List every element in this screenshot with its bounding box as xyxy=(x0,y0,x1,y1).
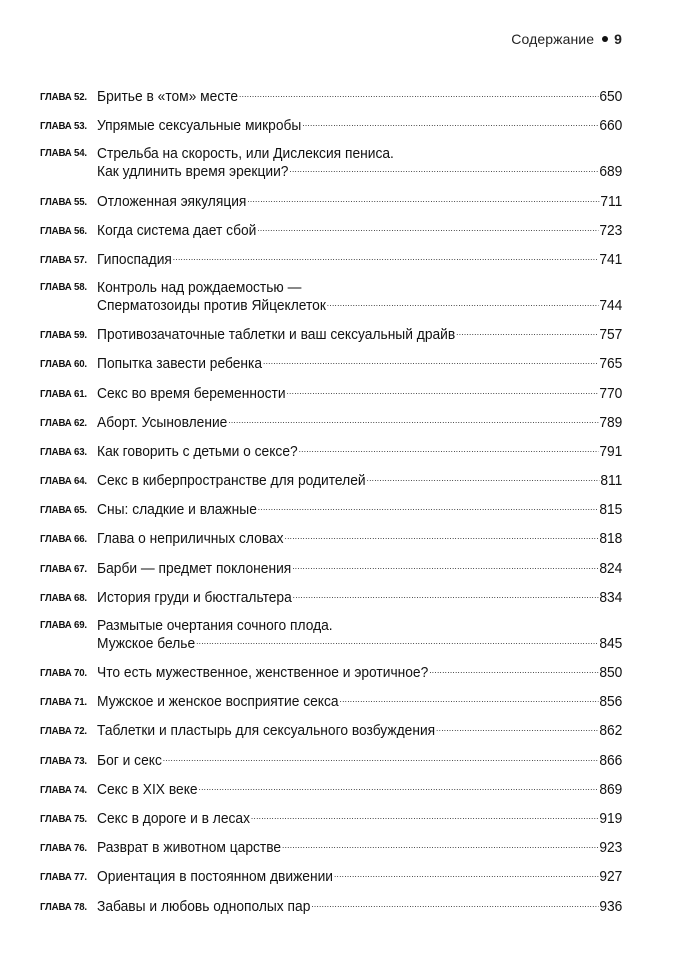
chapter-title: Когда система дает сбой xyxy=(97,221,257,239)
chapter-page-number: 741 xyxy=(599,250,623,268)
chapter-label: ГЛАВА 65. xyxy=(40,504,87,517)
chapter-title-last-line xyxy=(97,472,622,490)
dot-leader xyxy=(257,222,598,240)
chapter-title: Что есть мужественное, женственное и эротичное? xyxy=(97,664,429,681)
chapter-title-last-line xyxy=(97,589,622,607)
chapter-title: Сны: сладкие и влажные xyxy=(97,501,257,519)
dot-leader xyxy=(258,501,599,519)
chapter-page-number: 791 xyxy=(599,442,623,460)
toc-entry[interactable] xyxy=(40,548,622,577)
chapter-page-number: 765 xyxy=(599,355,623,373)
dot-leader xyxy=(334,868,598,886)
chapter-title-last-line xyxy=(97,868,622,886)
chapter-title: История груди и бюстгальтера xyxy=(97,588,292,606)
chapter-label: ГЛАВА 64. xyxy=(40,475,87,488)
chapter-title-last-line xyxy=(97,193,622,211)
chapter-title: Гипоспадия xyxy=(97,250,172,268)
chapter-title-block xyxy=(97,752,622,770)
chapter-title-last-line xyxy=(97,781,622,799)
table-of-contents xyxy=(40,77,622,916)
dot-leader xyxy=(366,472,599,490)
chapter-page-number: 919 xyxy=(599,809,623,827)
chapter-title-block xyxy=(97,472,622,490)
chapter-label: ГЛАВА 71. xyxy=(40,696,87,709)
dot-leader xyxy=(429,664,598,682)
chapter-title-last-line xyxy=(97,810,622,828)
chapter-title-last-line xyxy=(97,693,622,711)
chapter-title: Отложенная эякуляция xyxy=(97,192,247,210)
chapter-page-number: 818 xyxy=(599,530,623,548)
chapter-label: ГЛАВА 60. xyxy=(40,358,87,371)
chapter-title: Мужское белье xyxy=(97,634,196,652)
chapter-title-block xyxy=(97,868,622,886)
toc-entry[interactable] xyxy=(40,490,622,519)
chapter-title-block xyxy=(97,117,622,135)
chapter-page-number: 856 xyxy=(599,693,623,711)
chapter-title: Таблетки и пластырь для сексуального возбуждения xyxy=(97,722,436,740)
page-number: 9 xyxy=(614,31,622,47)
chapter-title-block xyxy=(97,781,622,799)
chapter-title: Секс в XIX веке xyxy=(97,780,198,798)
dot-leader xyxy=(299,443,599,461)
chapter-title: Сперматозоиды против Яйцеклеток xyxy=(97,296,326,314)
chapter-page-number: 923 xyxy=(599,839,623,857)
dot-leader xyxy=(251,810,598,828)
toc-entry[interactable] xyxy=(40,857,622,886)
chapter-label: ГЛАВА 73. xyxy=(40,754,87,767)
chapter-label: ГЛАВА 77. xyxy=(40,871,87,884)
dot-leader xyxy=(436,722,598,740)
dot-leader xyxy=(173,251,599,269)
running-head-section: Содержание xyxy=(511,31,595,47)
chapter-title-last-line xyxy=(97,443,622,461)
chapter-title-block xyxy=(97,839,622,857)
dot-leader xyxy=(263,355,598,373)
chapter-page-number: 927 xyxy=(599,868,623,886)
chapter-title-last-line xyxy=(97,722,622,740)
chapter-label: ГЛАВА 52. xyxy=(40,91,87,104)
chapter-title-block xyxy=(97,443,622,461)
dot-leader xyxy=(311,898,598,916)
chapter-label: ГЛАВА 70. xyxy=(40,667,87,679)
chapter-label: ГЛАВА 57. xyxy=(40,253,87,266)
chapter-page-number: 757 xyxy=(599,326,623,344)
toc-entry[interactable] xyxy=(40,740,622,769)
toc-entry[interactable] xyxy=(40,711,622,740)
chapter-page-number: 862 xyxy=(599,722,623,740)
chapter-title: Бритье в «том» месте xyxy=(97,88,239,106)
chapter-title-last-line xyxy=(97,560,622,578)
chapter-page-number: 650 xyxy=(599,88,623,106)
dot-leader xyxy=(282,839,598,857)
chapter-title-block xyxy=(97,530,622,548)
chapter-title: Противозачаточные таблетки и ваш сексуальный драйв xyxy=(97,326,456,344)
chapter-title-block xyxy=(97,355,622,373)
chapter-label: ГЛАВА 54. xyxy=(40,147,87,160)
dot-leader xyxy=(456,326,598,344)
chapter-title-last-line xyxy=(97,222,622,240)
dot-leader xyxy=(327,297,599,315)
chapter-title-block xyxy=(97,898,622,916)
toc-entry[interactable] xyxy=(40,269,622,315)
toc-entry[interactable] xyxy=(40,682,622,711)
chapter-title-block xyxy=(97,251,622,269)
running-head xyxy=(511,31,622,47)
chapter-page-number: 770 xyxy=(599,384,623,402)
chapter-page-number: 866 xyxy=(599,751,623,769)
bullet-icon xyxy=(602,36,608,42)
chapter-title-block xyxy=(97,279,622,315)
chapter-label: ГЛАВА 74. xyxy=(40,783,87,796)
chapter-title-block xyxy=(97,810,622,828)
dot-leader xyxy=(292,560,598,578)
chapter-title: Как говорить с детьми о сексе? xyxy=(97,442,298,460)
toc-entry[interactable] xyxy=(40,135,622,181)
dot-leader xyxy=(289,163,598,181)
chapter-title: Секс во время беременности xyxy=(97,384,286,402)
chapter-title-block xyxy=(97,722,622,740)
dot-leader xyxy=(247,193,599,211)
chapter-title-last-line xyxy=(97,88,622,106)
chapter-title-block xyxy=(97,326,622,344)
chapter-label: ГЛАВА 56. xyxy=(40,224,87,237)
toc-entry[interactable] xyxy=(40,240,622,269)
chapter-label: ГЛАВА 67. xyxy=(40,562,87,575)
chapter-title-block xyxy=(97,501,622,519)
chapter-title-last-line xyxy=(97,664,622,682)
toc-entry[interactable] xyxy=(40,373,622,402)
toc-entry[interactable] xyxy=(40,578,622,607)
chapter-title-last-line xyxy=(97,163,622,181)
chapter-title: Барби — предмет поклонения xyxy=(97,559,292,577)
toc-entry[interactable] xyxy=(40,799,622,828)
toc-entry[interactable] xyxy=(40,886,622,915)
chapter-title-block xyxy=(97,664,622,682)
chapter-page-number: 660 xyxy=(599,117,623,135)
chapter-label: ГЛАВА 62. xyxy=(40,416,87,429)
toc-entry[interactable] xyxy=(40,828,622,857)
chapter-title-last-line xyxy=(97,839,622,857)
chapter-page-number: 723 xyxy=(599,221,623,239)
toc-entry[interactable] xyxy=(40,653,622,682)
dot-leader xyxy=(239,88,598,106)
toc-entry[interactable] xyxy=(40,181,622,210)
toc-entry[interactable] xyxy=(40,106,622,135)
dot-leader xyxy=(163,752,599,770)
chapter-page-number: 689 xyxy=(599,163,623,181)
chapter-label: ГЛАВА 53. xyxy=(40,120,87,133)
chapter-title-last-line xyxy=(97,117,622,135)
dot-leader xyxy=(286,385,598,403)
toc-entry[interactable] xyxy=(40,315,622,344)
chapter-title-block xyxy=(97,88,622,106)
chapter-label: ГЛАВА 58. xyxy=(40,280,87,293)
toc-entry[interactable] xyxy=(40,403,622,432)
chapter-title-block xyxy=(97,414,622,432)
chapter-title: Секс в дороге и в лесах xyxy=(97,809,251,827)
chapter-label: ГЛАВА 63. xyxy=(40,445,87,458)
chapter-label: ГЛАВА 72. xyxy=(40,725,87,738)
toc-entry[interactable] xyxy=(40,461,622,490)
chapter-page-number: 824 xyxy=(599,559,623,577)
chapter-page-number: 834 xyxy=(599,588,623,606)
dot-leader xyxy=(284,530,598,548)
chapter-title-block xyxy=(97,617,622,653)
chapter-title-last-line xyxy=(97,501,622,519)
chapter-title: Попытка завести ребенка xyxy=(97,355,263,373)
chapter-label: ГЛАВА 66. xyxy=(40,533,87,546)
chapter-title: Секс в киберпространстве для родителей xyxy=(97,472,366,490)
chapter-title: Мужское и женское восприятие секса xyxy=(97,693,339,711)
chapter-label: ГЛАВА 76. xyxy=(40,842,87,855)
toc-entry[interactable] xyxy=(40,344,622,373)
chapter-label: ГЛАВА 55. xyxy=(40,195,87,208)
chapter-title: Глава о неприличных словах xyxy=(97,530,284,548)
toc-entry[interactable] xyxy=(40,607,622,653)
chapter-title-line: Контроль над рождаемостью — xyxy=(97,278,302,296)
chapter-label: ГЛАВА 68. xyxy=(40,591,87,604)
chapter-label: ГЛАВА 75. xyxy=(40,812,87,825)
chapter-title: Ориентация в постоянном движении xyxy=(97,868,334,886)
toc-entry[interactable] xyxy=(40,432,622,461)
chapter-title-last-line xyxy=(97,530,622,548)
chapter-title-block xyxy=(97,385,622,403)
chapter-title-last-line xyxy=(97,251,622,269)
chapter-title-block xyxy=(97,589,622,607)
chapter-label: ГЛАВА 78. xyxy=(40,900,87,913)
chapter-title: Забавы и любовь однополых пар xyxy=(97,897,311,915)
dot-leader xyxy=(196,635,598,653)
dot-leader xyxy=(228,414,598,432)
dot-leader xyxy=(302,117,598,135)
toc-entry[interactable] xyxy=(40,770,622,799)
chapter-title-last-line xyxy=(97,385,622,403)
chapter-page-number: 845 xyxy=(599,634,623,652)
chapter-page-number: 789 xyxy=(599,413,623,431)
chapter-title: Бог и секс xyxy=(97,751,162,769)
chapter-page-number: 744 xyxy=(599,296,623,314)
chapter-title-line: Стрельба на скорость, или Дислексия пениса. xyxy=(97,145,394,163)
chapter-title-last-line xyxy=(97,297,622,315)
chapter-title-last-line xyxy=(97,752,622,770)
chapter-title-last-line xyxy=(97,635,622,653)
dot-leader xyxy=(293,589,599,607)
chapter-page-number: 936 xyxy=(599,897,623,915)
chapter-title: Упрямые сексуальные микробы xyxy=(97,117,302,135)
chapter-label: ГЛАВА 69. xyxy=(40,618,87,631)
chapter-title-line: Размытые очертания сочного плода. xyxy=(97,616,333,634)
chapter-page-number: 811 xyxy=(600,472,623,490)
toc-entry[interactable] xyxy=(40,211,622,240)
chapter-label: ГЛАВА 61. xyxy=(40,387,87,400)
chapter-title-block xyxy=(97,145,622,181)
chapter-title: Аборт. Усыновление xyxy=(97,413,228,431)
chapter-page-number: 869 xyxy=(599,780,623,798)
chapter-page-number: 711 xyxy=(600,192,623,210)
chapter-title: Разврат в животном царстве xyxy=(97,839,282,857)
chapter-label: ГЛАВА 59. xyxy=(40,329,87,342)
toc-entry[interactable] xyxy=(40,77,622,106)
chapter-title-block xyxy=(97,193,622,211)
chapter-page-number: 850 xyxy=(599,664,623,681)
chapter-title-block xyxy=(97,693,622,711)
chapter-title-last-line xyxy=(97,414,622,432)
chapter-title: Как удлинить время эрекции? xyxy=(97,163,289,181)
chapter-title-block xyxy=(97,560,622,578)
toc-entry[interactable] xyxy=(40,519,622,548)
chapter-title-last-line xyxy=(97,898,622,916)
dot-leader xyxy=(339,693,598,711)
chapter-title-last-line xyxy=(97,355,622,373)
chapter-title-block xyxy=(97,222,622,240)
chapter-title-last-line xyxy=(97,326,622,344)
dot-leader xyxy=(198,781,598,799)
chapter-page-number: 815 xyxy=(599,501,623,519)
